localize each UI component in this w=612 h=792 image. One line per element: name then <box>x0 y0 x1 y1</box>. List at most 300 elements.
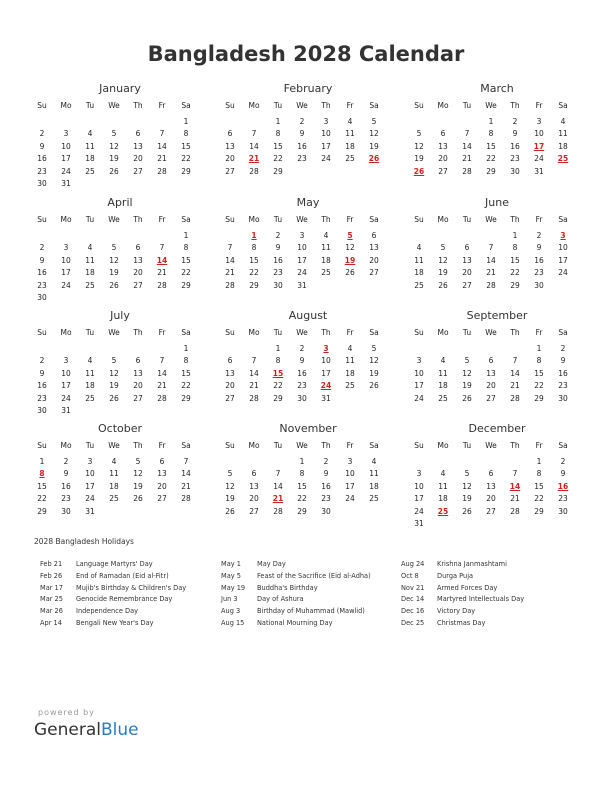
day-cell: 16 <box>273 255 283 265</box>
day-cell: 1 <box>183 231 189 240</box>
day-cell: 12 <box>438 255 448 265</box>
weekday-label: Th <box>510 215 520 224</box>
day-cell: 4 <box>347 344 353 353</box>
day-cell: 14 <box>181 469 191 479</box>
day-cell: 26 <box>109 166 119 176</box>
holiday-name: Armed Forces Day <box>437 583 498 592</box>
day-cell: 23 <box>297 154 307 164</box>
weekday-label: Th <box>510 328 520 337</box>
day-cell: 21 <box>510 494 520 504</box>
day-cell: 26 <box>345 268 355 278</box>
day-cell: 2 <box>39 356 45 366</box>
holiday-name: Buddha's Birthday <box>257 583 318 592</box>
weekday-label: Sa <box>369 328 379 337</box>
holiday-day-cell: 17 <box>533 141 545 151</box>
day-cell: 13 <box>486 481 496 491</box>
day-cell: 11 <box>345 356 355 366</box>
day-cell: 2 <box>275 231 281 240</box>
holiday-date: Oct 8 <box>401 571 419 580</box>
weekday-label: We <box>108 328 120 337</box>
weekday-label: Tu <box>273 328 283 337</box>
weekday-label: Mo <box>60 101 72 110</box>
weekday-label: We <box>108 441 120 450</box>
holiday-date: May 5 <box>221 571 241 580</box>
day-cell: 22 <box>181 154 191 164</box>
day-cell: 26 <box>225 506 235 516</box>
day-grid <box>36 456 204 518</box>
day-cell: 21 <box>157 268 167 278</box>
day-cell: 12 <box>109 141 119 151</box>
holiday-day-cell: 5 <box>347 231 353 240</box>
day-cell: 9 <box>275 243 281 253</box>
day-cell: 29 <box>534 506 544 516</box>
day-cell: 6 <box>227 356 233 366</box>
day-cell: 22 <box>534 494 544 504</box>
brand-name-general: General <box>34 720 101 740</box>
day-cell: 17 <box>558 255 568 265</box>
day-cell: 6 <box>440 129 446 139</box>
holiday-date: Aug 3 <box>221 607 241 616</box>
holiday-date: Jun 3 <box>221 595 238 604</box>
day-cell: 2 <box>299 117 305 126</box>
month-april <box>36 196 204 304</box>
day-cell: 14 <box>249 141 259 151</box>
weekday-label: We <box>296 328 308 337</box>
day-cell: 19 <box>109 154 119 164</box>
day-cell: 21 <box>510 381 520 391</box>
day-cell: 30 <box>534 280 544 290</box>
holiday-entry <box>401 594 524 606</box>
day-cell: 5 <box>111 243 117 253</box>
day-cell: 9 <box>63 469 69 479</box>
day-cell: 5 <box>416 129 422 139</box>
holiday-name: Durga Puja <box>437 571 474 580</box>
weekday-header <box>413 440 581 452</box>
day-cell: 23 <box>37 393 47 403</box>
weekday-label: Tu <box>85 215 95 224</box>
day-cell: 12 <box>345 243 355 253</box>
day-cell: 14 <box>462 141 472 151</box>
day-cell: 16 <box>558 368 568 378</box>
day-cell: 24 <box>345 494 355 504</box>
weekday-label: Tu <box>273 215 283 224</box>
weekday-label: Tu <box>85 328 95 337</box>
day-cell: 3 <box>63 356 69 366</box>
weekday-label: Th <box>321 101 331 110</box>
day-cell: 22 <box>297 494 307 504</box>
day-cell: 25 <box>414 280 424 290</box>
day-cell: 5 <box>111 356 117 366</box>
day-cell: 30 <box>61 506 71 516</box>
day-cell: 9 <box>299 129 305 139</box>
day-cell: 10 <box>534 129 544 139</box>
day-cell: 7 <box>275 469 281 479</box>
holiday-name: Language Martyrs' Day <box>76 560 153 568</box>
holiday-name: Krishna Janmashtami <box>437 560 507 568</box>
day-cell: 9 <box>536 243 542 253</box>
holiday-day-cell: 19 <box>344 255 356 265</box>
day-cell: 10 <box>61 368 71 378</box>
day-cell: 13 <box>157 469 167 479</box>
day-cell: 3 <box>87 457 93 466</box>
day-cell: 23 <box>61 494 71 504</box>
weekday-label: We <box>296 441 308 450</box>
holiday-column <box>221 559 371 630</box>
day-cell: 1 <box>536 457 542 466</box>
day-cell: 15 <box>181 141 191 151</box>
weekday-label: Th <box>510 441 520 450</box>
day-cell: 19 <box>462 381 472 391</box>
day-cell: 11 <box>414 255 424 265</box>
day-cell: 24 <box>297 268 307 278</box>
day-cell: 18 <box>85 381 95 391</box>
weekday-label: Th <box>510 101 520 110</box>
day-cell: 23 <box>297 381 307 391</box>
holiday-day-cell: 1 <box>251 231 257 240</box>
day-cell: 21 <box>157 381 167 391</box>
day-cell: 17 <box>297 255 307 265</box>
day-cell: 14 <box>157 141 167 151</box>
month-name: June <box>485 196 509 209</box>
holiday-name: Martyred Intellectuals Day <box>437 595 525 604</box>
day-cell: 17 <box>61 268 71 278</box>
day-cell: 12 <box>369 129 379 139</box>
day-cell: 5 <box>464 356 470 366</box>
day-cell: 7 <box>159 356 165 366</box>
day-cell: 10 <box>61 141 71 151</box>
day-cell: 24 <box>61 280 71 290</box>
day-cell: 30 <box>510 166 520 176</box>
weekday-label: Mo <box>60 215 72 224</box>
day-cell: 28 <box>157 393 167 403</box>
day-cell: 6 <box>159 457 165 466</box>
day-cell: 9 <box>560 469 566 479</box>
day-cell: 17 <box>414 494 424 504</box>
holiday-name: Bengali New Year's Day <box>76 618 154 627</box>
day-cell: 21 <box>462 154 472 164</box>
day-cell: 30 <box>558 506 568 516</box>
day-cell: 26 <box>462 506 472 516</box>
day-cell: 13 <box>438 141 448 151</box>
day-cell: 6 <box>227 129 233 139</box>
day-cell: 14 <box>157 368 167 378</box>
month-february <box>224 82 392 178</box>
weekday-label: Fr <box>158 328 166 337</box>
day-cell: 17 <box>61 381 71 391</box>
holiday-column <box>40 559 186 630</box>
day-cell: 27 <box>486 393 496 403</box>
day-cell: 29 <box>249 280 259 290</box>
day-grid <box>413 343 581 405</box>
holiday-entry <box>401 559 524 571</box>
holiday-entry <box>221 583 371 595</box>
day-cell: 17 <box>321 368 331 378</box>
day-cell: 30 <box>558 393 568 403</box>
holiday-date: Dec 16 <box>401 607 425 616</box>
day-cell: 23 <box>273 268 283 278</box>
day-cell: 27 <box>133 393 143 403</box>
weekday-label: Fr <box>346 441 354 450</box>
weekday-label: Mo <box>437 215 449 224</box>
day-cell: 1 <box>275 117 281 126</box>
weekday-label: Mo <box>60 328 72 337</box>
day-cell: 24 <box>61 166 71 176</box>
holiday-date: Feb 26 <box>40 571 63 580</box>
day-cell: 28 <box>249 166 259 176</box>
day-cell: 17 <box>414 381 424 391</box>
day-cell: 3 <box>63 243 69 253</box>
holiday-day-cell: 14 <box>156 255 168 265</box>
day-cell: 5 <box>135 457 141 466</box>
day-cell: 30 <box>37 293 47 302</box>
month-july <box>36 309 204 417</box>
day-cell: 2 <box>63 457 69 466</box>
day-cell: 23 <box>37 166 47 176</box>
day-cell: 31 <box>61 179 71 188</box>
day-cell: 8 <box>183 243 189 253</box>
weekday-header <box>36 100 204 112</box>
day-cell: 2 <box>323 457 329 466</box>
weekday-label: Fr <box>535 328 543 337</box>
day-cell: 9 <box>299 356 305 366</box>
day-cell: 22 <box>181 381 191 391</box>
day-cell: 12 <box>462 368 472 378</box>
day-cell: 9 <box>323 469 329 479</box>
holiday-name: Mujib's Birthday & Children's Day <box>76 583 187 592</box>
day-cell: 5 <box>111 129 117 139</box>
day-grid <box>224 230 392 292</box>
day-cell: 14 <box>510 368 520 378</box>
day-cell: 15 <box>297 481 307 491</box>
day-cell: 22 <box>37 494 47 504</box>
weekday-label: Tu <box>85 101 95 110</box>
holiday-entry <box>401 571 524 583</box>
month-may <box>224 196 392 292</box>
day-cell: 15 <box>249 255 259 265</box>
day-cell: 8 <box>275 129 281 139</box>
day-cell: 2 <box>39 129 45 139</box>
holiday-entry <box>40 583 186 595</box>
day-cell: 18 <box>558 141 568 151</box>
day-cell: 10 <box>345 469 355 479</box>
holiday-date: Aug 15 <box>221 618 245 627</box>
weekday-label: Su <box>225 328 235 337</box>
day-cell: 19 <box>109 268 119 278</box>
holiday-day-cell: 25 <box>437 506 449 516</box>
day-cell: 20 <box>133 154 143 164</box>
day-cell: 23 <box>558 494 568 504</box>
day-cell: 6 <box>135 356 141 366</box>
day-cell: 31 <box>297 280 307 290</box>
day-cell: 1 <box>536 344 542 353</box>
day-cell: 23 <box>321 494 331 504</box>
day-cell: 1 <box>488 117 494 126</box>
day-cell: 24 <box>61 393 71 403</box>
day-cell: 28 <box>157 166 167 176</box>
weekday-label: Th <box>321 441 331 450</box>
holiday-entry <box>221 606 371 618</box>
day-cell: 18 <box>438 494 448 504</box>
holiday-date: May 19 <box>221 583 246 592</box>
day-cell: 13 <box>133 368 143 378</box>
holiday-date: Dec 25 <box>401 618 425 627</box>
day-cell: 11 <box>369 469 379 479</box>
day-cell: 15 <box>486 141 496 151</box>
day-cell: 20 <box>462 268 472 278</box>
day-cell: 7 <box>159 129 165 139</box>
weekday-label: Tu <box>462 101 472 110</box>
holiday-name: Victory Day <box>437 607 476 616</box>
day-cell: 24 <box>414 506 424 516</box>
day-cell: 10 <box>414 368 424 378</box>
day-cell: 16 <box>61 481 71 491</box>
day-cell: 1 <box>183 117 189 126</box>
day-cell: 29 <box>273 166 283 176</box>
day-cell: 20 <box>225 154 235 164</box>
day-cell: 27 <box>157 494 167 504</box>
day-cell: 2 <box>299 344 305 353</box>
holiday-entry <box>401 606 524 618</box>
weekday-label: Th <box>133 328 143 337</box>
day-cell: 4 <box>416 243 422 253</box>
day-cell: 7 <box>227 243 233 253</box>
weekday-label: Sa <box>369 215 379 224</box>
day-cell: 27 <box>133 280 143 290</box>
holiday-day-cell: 26 <box>368 154 380 164</box>
day-cell: 12 <box>414 141 424 151</box>
day-cell: 13 <box>486 368 496 378</box>
weekday-label: Sa <box>558 101 568 110</box>
day-cell: 8 <box>183 129 189 139</box>
holiday-day-cell: 15 <box>272 368 284 378</box>
weekday-label: Tu <box>273 101 283 110</box>
day-cell: 18 <box>109 481 119 491</box>
day-cell: 4 <box>87 356 93 366</box>
day-cell: 29 <box>534 393 544 403</box>
weekday-label: Mo <box>248 215 260 224</box>
day-cell: 20 <box>486 381 496 391</box>
holiday-date: Mar 25 <box>40 595 63 604</box>
day-cell: 6 <box>488 469 494 479</box>
day-cell: 18 <box>321 255 331 265</box>
day-cell: 1 <box>512 231 518 240</box>
day-cell: 30 <box>321 506 331 516</box>
holiday-day-cell: 25 <box>557 154 569 164</box>
weekday-label: Mo <box>248 101 260 110</box>
day-cell: 22 <box>534 381 544 391</box>
day-cell: 16 <box>37 381 47 391</box>
day-cell: 21 <box>486 268 496 278</box>
holiday-day-cell: 3 <box>560 231 566 240</box>
day-cell: 2 <box>39 243 45 253</box>
day-cell: 13 <box>249 481 259 491</box>
day-cell: 23 <box>37 280 47 290</box>
day-cell: 4 <box>440 469 446 479</box>
holiday-day-cell: 21 <box>248 154 260 164</box>
weekday-label: Su <box>37 328 47 337</box>
day-cell: 31 <box>85 506 95 516</box>
holiday-date: Apr 14 <box>40 618 62 627</box>
day-cell: 21 <box>181 481 191 491</box>
day-cell: 6 <box>135 129 141 139</box>
day-cell: 10 <box>414 481 424 491</box>
day-cell: 29 <box>181 393 191 403</box>
weekday-label: Mo <box>60 441 72 450</box>
day-cell: 20 <box>133 381 143 391</box>
day-cell: 7 <box>488 243 494 253</box>
day-cell: 13 <box>369 243 379 253</box>
day-cell: 18 <box>369 481 379 491</box>
day-grid <box>224 456 392 518</box>
holiday-name: Independence Day <box>76 607 139 616</box>
day-cell: 11 <box>109 469 119 479</box>
day-cell: 12 <box>109 368 119 378</box>
month-name: November <box>279 422 337 435</box>
day-cell: 25 <box>369 494 379 504</box>
weekday-label: Fr <box>535 441 543 450</box>
weekday-label: We <box>296 215 308 224</box>
holiday-name: Day of Ashura <box>257 595 304 604</box>
holiday-date: Feb 21 <box>40 560 63 568</box>
day-cell: 15 <box>534 481 544 491</box>
weekday-header <box>224 100 392 112</box>
day-cell: 12 <box>369 356 379 366</box>
day-cell: 11 <box>345 129 355 139</box>
weekday-label: Sa <box>369 101 379 110</box>
day-cell: 13 <box>462 255 472 265</box>
weekday-header <box>36 440 204 452</box>
day-cell: 31 <box>534 166 544 176</box>
day-cell: 17 <box>85 481 95 491</box>
day-cell: 11 <box>85 255 95 265</box>
day-cell: 20 <box>133 268 143 278</box>
day-cell: 4 <box>347 117 353 126</box>
day-cell: 16 <box>510 141 520 151</box>
day-cell: 25 <box>85 393 95 403</box>
day-cell: 1 <box>183 344 189 353</box>
day-grid <box>224 343 392 405</box>
day-cell: 25 <box>345 381 355 391</box>
day-cell: 12 <box>109 255 119 265</box>
holiday-day-cell: 24 <box>320 381 332 391</box>
weekday-label: Mo <box>437 441 449 450</box>
weekday-label: Tu <box>85 441 95 450</box>
day-cell: 23 <box>534 268 544 278</box>
day-cell: 8 <box>536 356 542 366</box>
day-cell: 6 <box>135 243 141 253</box>
day-cell: 27 <box>225 393 235 403</box>
day-cell: 25 <box>109 494 119 504</box>
weekday-label: Su <box>37 101 47 110</box>
day-cell: 19 <box>414 154 424 164</box>
month-name: January <box>99 82 141 95</box>
day-cell: 9 <box>560 356 566 366</box>
weekday-label: Tu <box>462 328 472 337</box>
day-cell: 29 <box>181 280 191 290</box>
month-name: May <box>296 196 320 209</box>
day-cell: 30 <box>37 179 47 188</box>
day-cell: 28 <box>273 506 283 516</box>
weekday-header <box>413 214 581 226</box>
brand-logo[interactable] <box>34 720 139 740</box>
day-cell: 2 <box>560 344 566 353</box>
day-cell: 14 <box>273 481 283 491</box>
day-cell: 3 <box>347 457 353 466</box>
day-cell: 5 <box>440 243 446 253</box>
day-grid <box>413 456 581 530</box>
day-cell: 14 <box>249 368 259 378</box>
day-cell: 16 <box>534 255 544 265</box>
